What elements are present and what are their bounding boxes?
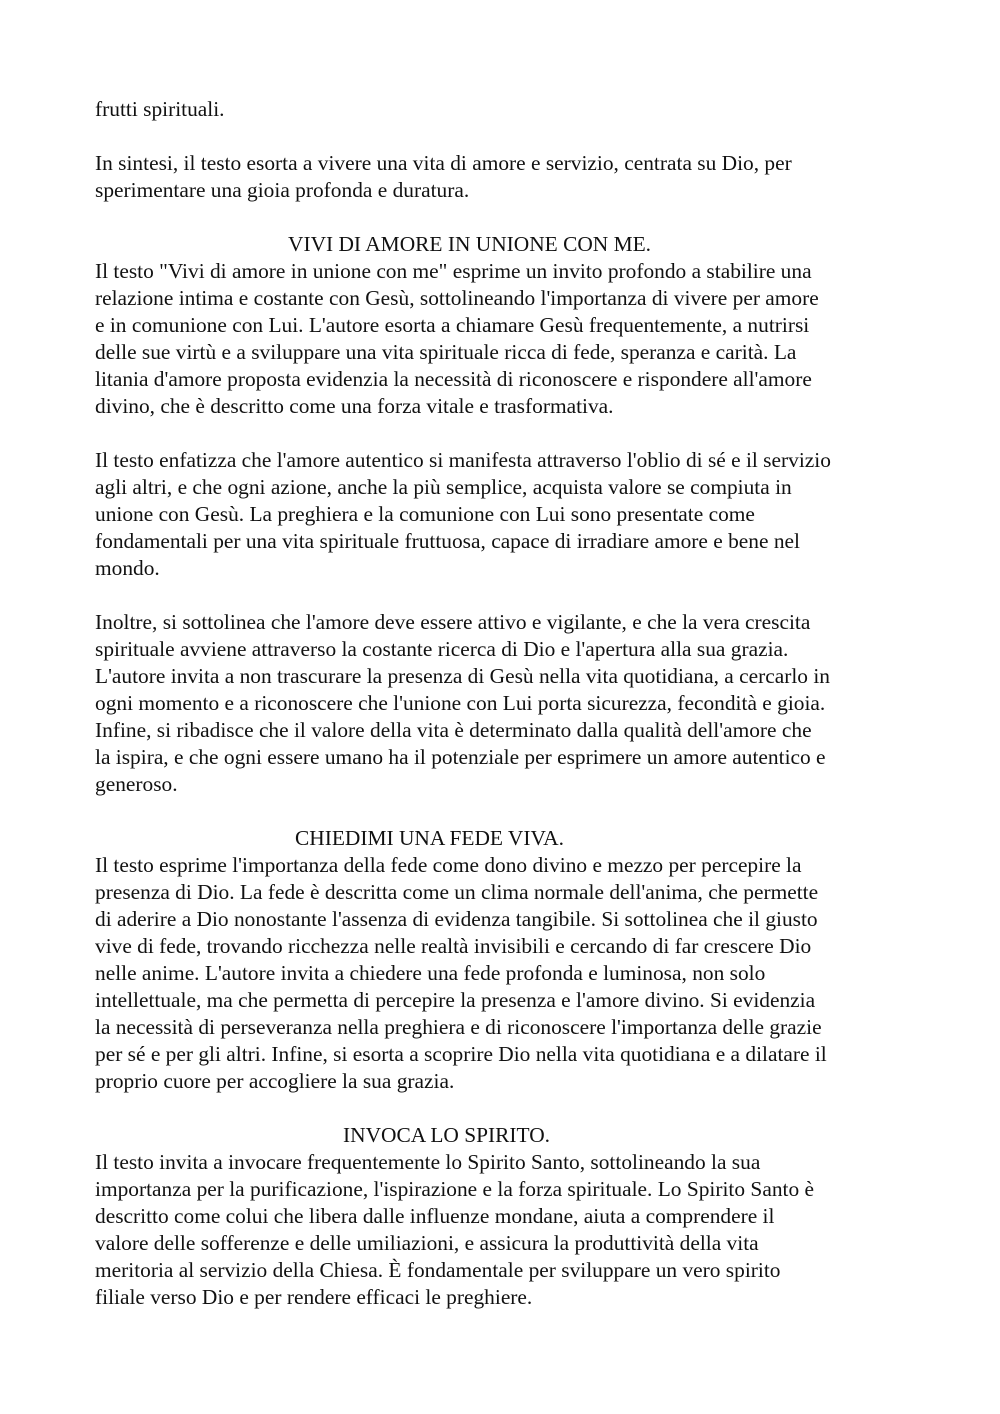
text-line: spirituale avviene attraverso la costante ricerca di Dio e l'apertura alla sua grazia. xyxy=(95,637,789,661)
text-line: Il testo enfatizza che l'amore autentico si manifesta attraverso l'oblio di sé e il servizio xyxy=(95,448,831,472)
text-line: agli altri, e che ogni azione, anche la più semplice, acquista valore se compiuta in xyxy=(95,475,792,499)
section-heading-text: INVOCA LO SPIRITO. xyxy=(343,1123,550,1147)
text-line: vive di fede, trovando ricchezza nelle realtà invisibili e cercando di far crescere Dio xyxy=(95,934,812,958)
section-heading-text: CHIEDIMI UNA FEDE VIVA. xyxy=(295,826,564,850)
paragraph-spacer xyxy=(95,123,915,150)
text-line: filiale verso Dio e per rendere efficaci le preghiere. xyxy=(95,1285,533,1309)
paragraph xyxy=(95,258,915,420)
text-line: In sintesi, il testo esorta a vivere una vita di amore e servizio, centrata su Dio, per xyxy=(95,151,792,175)
text-line: intellettuale, ma che permetta di percepire la presenza e l'amore divino. Si evidenzia xyxy=(95,988,816,1012)
text-line: descritto come colui che libera dalle influenze mondane, aiuta a comprendere il xyxy=(95,1204,775,1228)
text-line: frutti spirituali. xyxy=(95,97,225,121)
text-line: valore delle sofferenze e delle umiliazioni, e assicura la produttività della vita xyxy=(95,1231,759,1255)
text-line: fondamentali per una vita spirituale fruttuosa, capace di irradiare amore e bene nel xyxy=(95,529,800,553)
text-line: L'autore invita a non trascurare la presenza di Gesù nella vita quotidiana, a cercarlo in xyxy=(95,664,830,688)
text-line: delle sue virtù e a sviluppare una vita spirituale ricca di fede, speranza e carità. La xyxy=(95,340,797,364)
text-line: di aderire a Dio nonostante l'assenza di evidenza tangibile. Si sottolinea che il giusto xyxy=(95,907,818,931)
text-line: la ispira, e che ogni essere umano ha il potenziale per esprimere un amore autentico e xyxy=(95,745,826,769)
paragraph xyxy=(95,609,915,798)
section-heading xyxy=(95,825,915,852)
text-line: per sé e per gli altri. Infine, si esorta a scoprire Dio nella vita quotidiana e a dilatare il xyxy=(95,1042,827,1066)
text-line: relazione intima e costante con Gesù, sottolineando l'importanza di vivere per amore xyxy=(95,286,819,310)
paragraph-spacer xyxy=(95,582,915,609)
text-line: generoso. xyxy=(95,772,178,796)
text-line: meritoria al servizio della Chiesa. È fondamentale per sviluppare un vero spirito xyxy=(95,1258,781,1282)
text-line: nelle anime. L'autore invita a chiedere una fede profonda e luminosa, non solo xyxy=(95,961,766,985)
section-heading-text: VIVI DI AMORE IN UNIONE CON ME. xyxy=(288,232,652,256)
paragraph xyxy=(95,96,915,123)
text-line: sperimentare una gioia profonda e duratura. xyxy=(95,178,470,202)
text-line: la necessità di perseveranza nella preghiera e di riconoscere l'importanza delle grazie xyxy=(95,1015,822,1039)
text-line: mondo. xyxy=(95,556,160,580)
paragraph-spacer xyxy=(95,1095,915,1122)
text-line: Il testo invita a invocare frequentemente lo Spirito Santo, sottolineando la sua xyxy=(95,1150,761,1174)
text-line: ogni momento e a riconoscere che l'unione con Lui porta sicurezza, fecondità e gioia. xyxy=(95,691,826,715)
text-line: unione con Gesù. La preghiera e la comunione con Lui sono presentate come xyxy=(95,502,755,526)
text-line: Infine, si ribadisce che il valore della vita è determinato dalla qualità dell'amore che xyxy=(95,718,812,742)
document-body xyxy=(95,96,915,1311)
section-heading xyxy=(95,231,915,258)
text-line: e in comunione con Lui. L'autore esorta a chiamare Gesù frequentemente, a nutrirsi xyxy=(95,313,810,337)
text-line: litania d'amore proposta evidenzia la necessità di riconoscere e rispondere all'amore xyxy=(95,367,812,391)
paragraph xyxy=(95,447,915,582)
text-line: divino, che è descritto come una forza vitale e trasformativa. xyxy=(95,394,614,418)
paragraph-spacer xyxy=(95,420,915,447)
paragraph xyxy=(95,150,915,204)
section-heading xyxy=(95,1122,915,1149)
text-line: importanza per la purificazione, l'ispirazione e la forza spirituale. Lo Spirito Santo è xyxy=(95,1177,814,1201)
text-line: Il testo esprime l'importanza della fede come dono divino e mezzo per percepire la xyxy=(95,853,802,877)
paragraph xyxy=(95,1149,915,1311)
paragraph xyxy=(95,852,915,1095)
text-line: Inoltre, si sottolinea che l'amore deve essere attivo e vigilante, e che la vera crescita xyxy=(95,610,811,634)
paragraph-spacer xyxy=(95,798,915,825)
text-line: Il testo "Vivi di amore in unione con me" esprime un invito profondo a stabilire una xyxy=(95,259,812,283)
text-line: proprio cuore per accogliere la sua grazia. xyxy=(95,1069,455,1093)
text-line: presenza di Dio. La fede è descritta come un clima normale dell'anima, che permette xyxy=(95,880,819,904)
paragraph-spacer xyxy=(95,204,915,231)
